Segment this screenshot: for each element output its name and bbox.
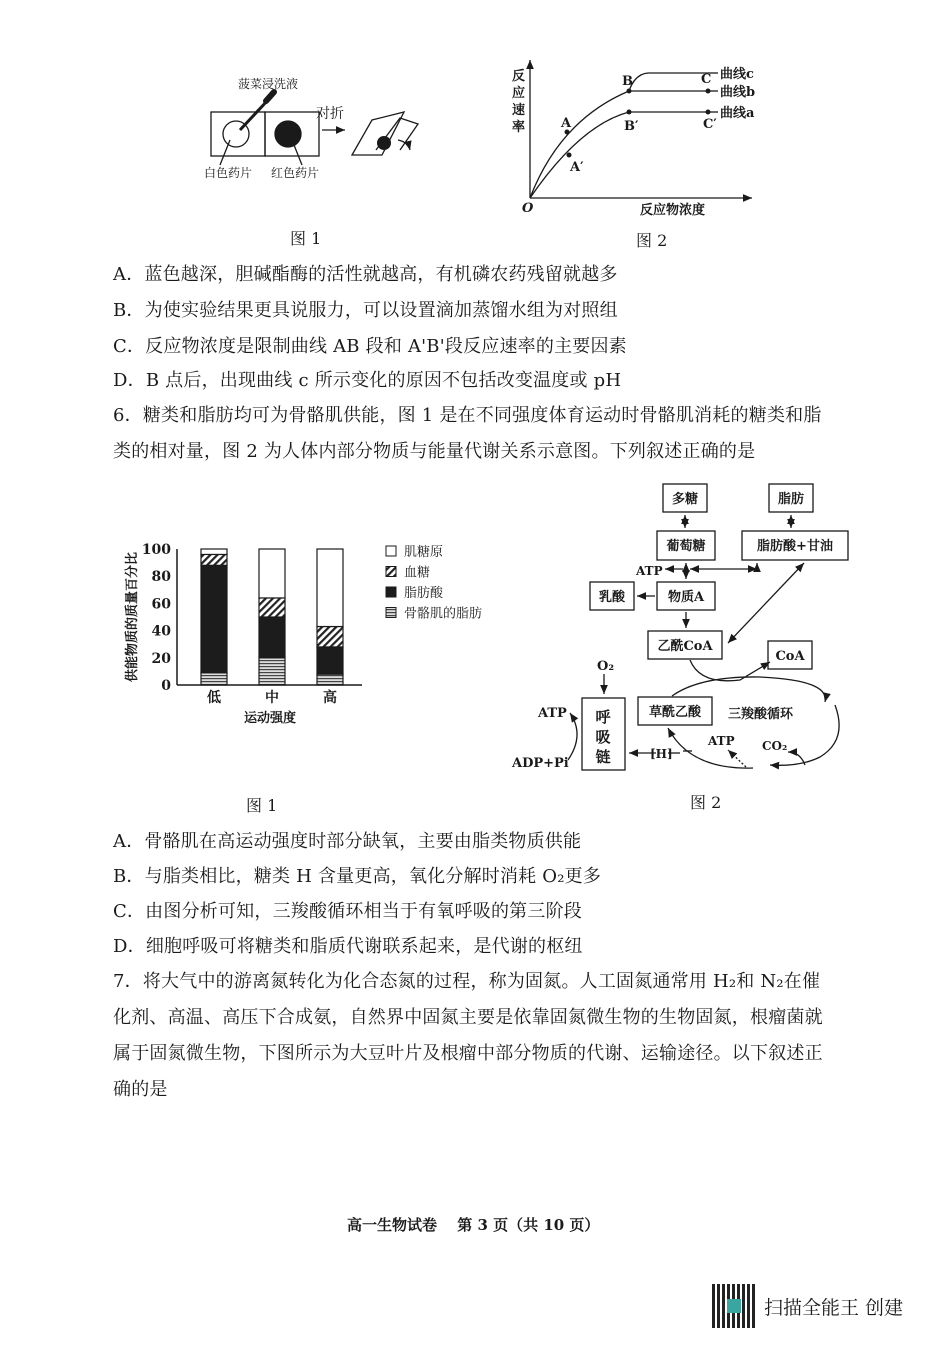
bar-segment	[317, 647, 343, 674]
fold-label: 对折	[316, 106, 344, 122]
q5-fig1	[211, 92, 418, 165]
bar-segment	[259, 617, 285, 658]
q6-fig2-caption: 图 2	[690, 793, 722, 812]
q5-fig1-caption: 图 1	[290, 229, 322, 248]
chart-x-label: 运动强度	[243, 711, 297, 726]
legend-swatch	[386, 546, 396, 556]
y-axis-label: 速	[512, 103, 526, 118]
bar-segment	[201, 673, 227, 685]
q5-option-a: A．蓝色越深，胆碱酯酶的活性就越高，有机磷农药残留就越多	[113, 264, 618, 285]
red-tablet	[275, 121, 301, 147]
y-tick-label: 20	[151, 650, 171, 667]
point-label: B′	[624, 119, 639, 134]
box-polysaccharide: 多糖	[671, 492, 699, 507]
q6-option-d: D．细胞呼吸可将糖类和脂质代谢联系起来，是代谢的枢纽	[113, 936, 583, 957]
q6-option-a: A．骨骼肌在高运动强度时部分缺氧，主要由脂类物质供能	[113, 831, 582, 852]
q5-option-c: C．反应物浓度是限制曲线 AB 段和 A'B'段反应速率的主要因素	[113, 336, 627, 357]
q5-fig2-caption: 图 2	[636, 231, 668, 250]
curve-b	[530, 91, 708, 198]
point-label: C′	[703, 117, 717, 132]
legend-swatch	[386, 567, 396, 577]
page-footer: 高一生物试卷 第 3 页（共 10 页）	[347, 1216, 600, 1234]
q5-option-d: D．B 点后，出现曲线 c 所示变化的原因不包括改变温度或 pH	[113, 370, 622, 391]
origin-label: O	[522, 201, 534, 216]
q7-stem: 属于固氮微生物，下图所示为大豆叶片及根瘤中部分物质的代谢、运输途径。以下叙述正	[113, 1043, 823, 1064]
y-axis-label: 应	[512, 86, 526, 101]
curve-label: 曲线c	[720, 67, 754, 82]
q6-option-c: C．由图分析可知，三羧酸循环相当于有氧呼吸的第三阶段	[113, 901, 582, 922]
y-axis-label: 率	[512, 120, 526, 135]
q7-stem: 7．将大气中的游离氮转化为化合态氮的过程，称为固氮。人工固氮通常用 H₂和 N₂在催	[113, 971, 821, 992]
legend-swatch	[386, 608, 396, 618]
box-fat: 脂肪	[777, 492, 805, 507]
x-tick-label: 中	[265, 690, 279, 706]
curve-label: 曲线a	[720, 106, 755, 121]
respiratory-chain-label: 吸	[595, 728, 611, 746]
co2-label: CO₂	[762, 739, 788, 753]
bar-segment	[259, 658, 285, 685]
q6-stem: 类的相对量，图 2 为人体内部分物质与能量代谢关系示意图。下列叙述正确的是	[113, 441, 756, 462]
box-coa: CoA	[775, 649, 805, 664]
respiratory-chain-label: 链	[595, 748, 611, 766]
y-axis-label: 反	[512, 69, 526, 84]
box-lactic-acid: 乳酸	[598, 590, 626, 605]
q6-option-b: B．与脂类相比，糖类 H 含量更高，氧化分解时消耗 O₂更多	[113, 866, 602, 887]
q7-stem: 确的是	[113, 1079, 168, 1100]
bar-segment	[317, 674, 343, 685]
point-label: B	[622, 74, 633, 89]
bar-segment	[201, 549, 227, 554]
q6-fig1-caption: 图 1	[246, 796, 278, 815]
atp-label: ATP	[538, 706, 567, 721]
bar-segment	[317, 549, 343, 627]
legend-label: 脂肪酸	[404, 586, 444, 601]
y-tick-label: 40	[151, 623, 171, 640]
point-label: C	[701, 72, 712, 87]
stacked-bar-chart	[201, 549, 343, 685]
atp-label: ATP	[708, 734, 735, 748]
q5-option-b: B．为使实验结果更具说服力，可以设置滴加蒸馏水组为对照组	[113, 300, 618, 321]
box-oxaloacetate: 草酰乙酸	[648, 705, 702, 720]
x-tick-label: 低	[207, 690, 221, 706]
y-tick-label: 100	[141, 542, 171, 558]
q7-stem: 化剂、高温、高压下合成氨，自然界中固氮主要是依靠固氮微生物的生物固氮，根瘤菌就	[113, 1007, 823, 1028]
box-glucose: 葡萄糖	[666, 539, 706, 554]
o2-label: O₂	[597, 659, 615, 674]
curve-c	[629, 73, 708, 91]
x-tick-label: 高	[323, 690, 337, 706]
watermark-text: 扫描全能王 创建	[764, 1296, 904, 1319]
legend-swatch	[386, 587, 396, 597]
scanner-watermark	[712, 1284, 903, 1328]
tca-cycle-label: 三羧酸循环	[728, 707, 794, 722]
curve-a	[530, 112, 708, 198]
box-substance-a: 物质A	[667, 590, 705, 605]
y-tick-label: 60	[151, 596, 171, 613]
q6-stem: 6．糖类和脂肪均可为骨骼肌供能，图 1 是在不同强度体育运动时骨骼肌消耗的糖类和脂	[113, 405, 822, 426]
red-tablet-label: 红色药片	[271, 166, 320, 180]
atp-label: ATP	[636, 564, 663, 578]
legend-label: 骨骼肌的脂肪	[404, 606, 483, 622]
bar-segment	[317, 627, 343, 647]
chart-y-label: 供能物质的质量百分比	[125, 551, 140, 683]
legend-label: 血糖	[404, 565, 431, 581]
x-axis-label: 反应物浓度	[640, 203, 706, 218]
box-acetyl-coa: 乙酰CoA	[657, 639, 713, 654]
respiratory-chain-label: 呼	[595, 708, 611, 726]
bar-segment	[259, 598, 285, 617]
point-label: A	[561, 116, 572, 131]
legend-label: 肌糖原	[404, 545, 444, 560]
dropper-label: 菠菜浸洗液	[238, 77, 299, 91]
bar-segment	[201, 554, 227, 565]
curve-label: 曲线b	[720, 85, 756, 100]
bar-segment	[259, 549, 285, 598]
y-tick-label: 80	[151, 569, 171, 586]
y-tick-label: 0	[161, 678, 171, 694]
h-label: [H]	[650, 747, 673, 761]
box-fatty-acid-glycerol: 脂肪酸+甘油	[757, 539, 833, 554]
point-label: A′	[570, 160, 584, 175]
qr-code-icon	[712, 1284, 756, 1328]
white-tablet-label: 白色药片	[204, 166, 253, 180]
bar-segment	[201, 565, 227, 672]
adp-pi-label: ADP+Pi	[512, 756, 569, 771]
